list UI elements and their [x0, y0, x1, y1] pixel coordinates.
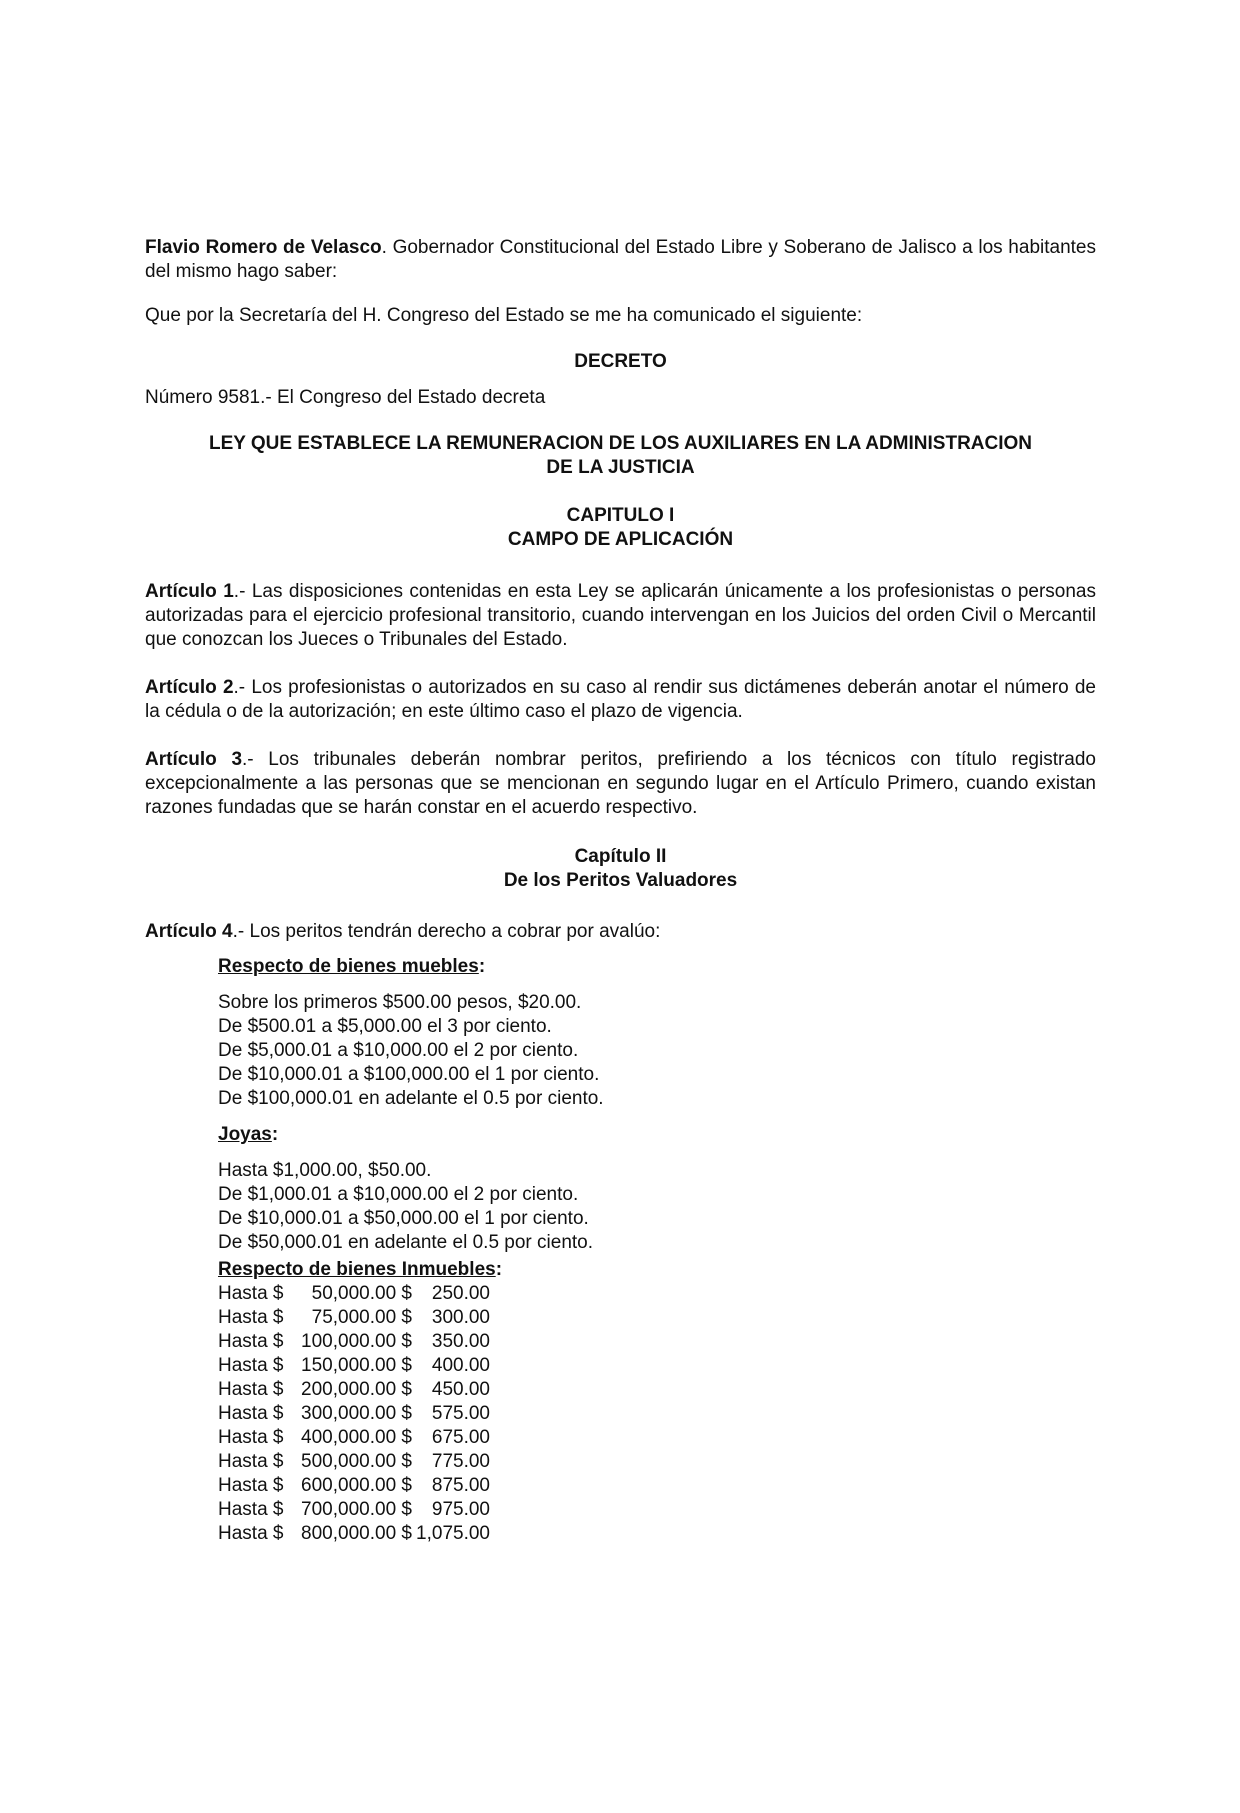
chapter-1-title: CAPITULO I — [566, 505, 675, 526]
table-row: Hasta $ 75,000.00 $ 300.00 — [218, 1307, 490, 1328]
law-title-line-1: LEY QUE ESTABLECE LA REMUNERACION DE LOS AUXILIARES EN LA ADMINISTRACION — [208, 433, 1033, 454]
chapter-2-title: Capítulo II — [574, 846, 667, 867]
article-2 — [145, 676, 1096, 724]
list-item: De $10,000.01 a $50,000.00 el 1 por ciento. — [218, 1208, 589, 1229]
table-row: Hasta $ 400,000.00 $ 675.00 — [218, 1427, 490, 1448]
law-title — [145, 432, 1096, 480]
article-1-text: .- Las disposiciones contenidas en esta Ley se aplicarán únicamente a los profesionistas o personas autorizadas para el ejercicio profesional transitorio, cuando intervengan en los Juicios del orden Civil o Mercantil que conozcan los Jueces o Tribunales del Estado. — [145, 581, 1096, 650]
table-row: Hasta $ 800,000.00 $ 1,075.00 — [218, 1523, 490, 1544]
table-row: Hasta $ 100,000.00 $ 350.00 — [218, 1331, 490, 1352]
chapter-1-subtitle: CAMPO DE APLICACIÓN — [507, 529, 734, 550]
table-row: Hasta $ 700,000.00 $ 975.00 — [218, 1499, 490, 1520]
article-4-label: Artículo 4 — [145, 921, 233, 942]
chapter-2-heading — [145, 845, 1096, 893]
inmuebles-table — [218, 1282, 490, 1546]
decree-heading: DECRETO — [574, 351, 667, 372]
table-row: Hasta $ 300,000.00 $ 575.00 — [218, 1403, 490, 1424]
table-row: Hasta $ 500,000.00 $ 775.00 — [218, 1451, 490, 1472]
list-item: Hasta $1,000.00, $50.00. — [218, 1160, 432, 1181]
joyas-list — [218, 1159, 593, 1255]
intro-paragraph — [145, 236, 1096, 284]
article-1-label: Artículo 1 — [145, 581, 234, 602]
table-row: Hasta $ 600,000.00 $ 875.00 — [218, 1475, 490, 1496]
list-item: De $50,000.01 en adelante el 0.5 por ciento. — [218, 1232, 594, 1253]
article-3-label: Artículo 3 — [145, 749, 243, 770]
article-3-text: .- Los tribunales deberán nombrar peritos, prefiriendo a los técnicos con título registrado excepcionalmente a las personas que se mencionan en segundo lugar en el Artículo Primero, cuando existan razones fundadas que se harán constar en el acuerdo respectivo. — [145, 749, 1097, 818]
communication-paragraph: Que por la Secretaría del H. Congreso del Estado se me ha comunicado el siguiente: — [145, 305, 863, 326]
list-item: De $10,000.01 a $100,000.00 el 1 por ciento. — [218, 1064, 600, 1085]
intro-text: . Gobernador Constitucional del Estado Libre y Soberano de Jalisco a los habitantes del mismo hago saber: — [145, 237, 1096, 282]
article-4 — [145, 920, 1096, 944]
table-row: Hasta $ 50,000.00 $ 250.00 — [218, 1283, 490, 1304]
decree-number: Número 9581.- El Congreso del Estado decreta — [145, 387, 546, 408]
muebles-list — [218, 991, 604, 1111]
law-title-line-2: DE LA JUSTICIA — [546, 457, 695, 478]
chapter-2-subtitle: De los Peritos Valuadores — [503, 870, 738, 891]
chapter-1-heading — [145, 504, 1096, 552]
list-item: De $1,000.01 a $10,000.00 el 2 por ciento. — [218, 1184, 579, 1205]
list-item: De $5,000.01 a $10,000.00 el 2 por ciento. — [218, 1040, 579, 1061]
list-item: Sobre los primeros $500.00 pesos, $20.00. — [218, 992, 582, 1013]
inmuebles-heading: Respecto de bienes Inmuebles: — [218, 1259, 503, 1280]
article-4-text: .- Los peritos tendrán derecho a cobrar por avalúo: — [232, 921, 661, 942]
muebles-heading: Respecto de bienes muebles: — [218, 956, 486, 977]
article-2-label: Artículo 2 — [145, 677, 234, 698]
article-3 — [145, 748, 1096, 820]
list-item: De $100,000.01 en adelante el 0.5 por ciento. — [218, 1088, 604, 1109]
article-1 — [145, 580, 1096, 652]
article-2-text: .- Los profesionistas o autorizados en su caso al rendir sus dictámenes deberán anotar el número de la cédula o de la autorización; en este último caso el plazo de vigencia. — [145, 677, 1096, 722]
governor-name: Flavio Romero de Velasco — [145, 237, 382, 258]
joyas-heading: Joyas: — [218, 1124, 279, 1145]
table-row: Hasta $ 200,000.00 $ 450.00 — [218, 1379, 490, 1400]
list-item: De $500.01 a $5,000.00 el 3 por ciento. — [218, 1016, 552, 1037]
table-row: Hasta $ 150,000.00 $ 400.00 — [218, 1355, 490, 1376]
